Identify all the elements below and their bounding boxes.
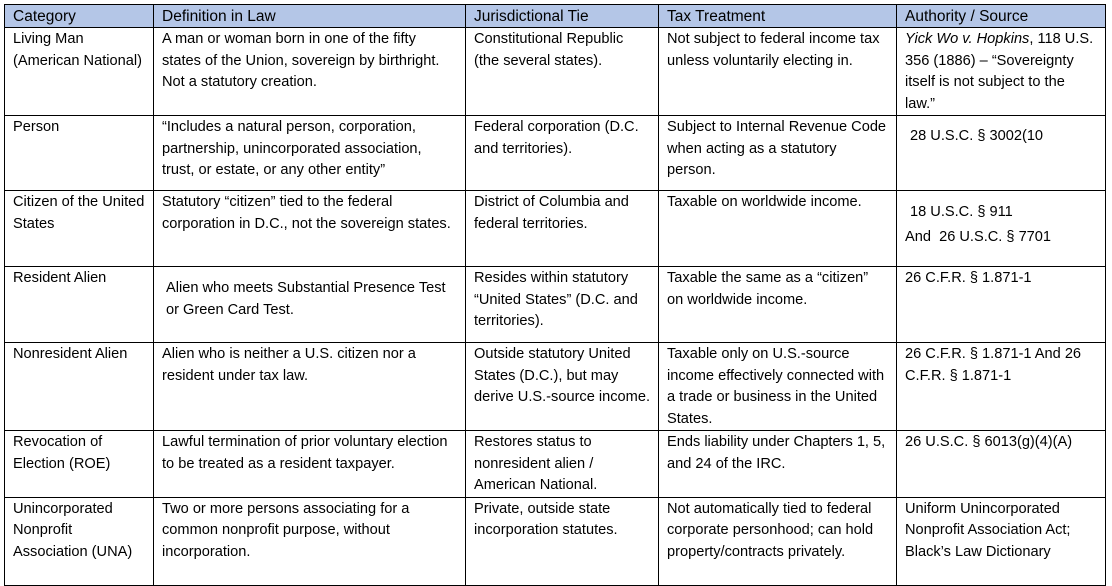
tax-treatment-cell: Taxable only on U.S.-source income effectively connected with a trade or business in the United States. (659, 343, 897, 431)
authority-cell: 26 U.S.C. § 6013(g)(4)(A) (897, 431, 1106, 498)
jurisdiction-cell: Constitutional Republic (the several states). (466, 28, 659, 116)
header-definition: Definition in Law (154, 5, 466, 28)
header-category: Category (5, 5, 154, 28)
category-cell: Person (5, 116, 154, 191)
jurisdiction-cell: Restores status to nonresident alien / American National. (466, 431, 659, 498)
table-row (5, 191, 1106, 267)
category-cell: Unincorporated Nonprofit Association (UNA) (5, 497, 154, 585)
authority-cell (897, 28, 1106, 116)
authority-cell: 26 C.F.R. § 1.871-1 (897, 267, 1106, 343)
category-cell: Living Man (American National) (5, 28, 154, 116)
table-row (5, 431, 1106, 498)
definition-cell: Two or more persons associating for a common nonprofit purpose, without incorporation. (154, 497, 466, 585)
authority-cell: 26 C.F.R. § 1.871-1 And 26 C.F.R. § 1.871-1 (897, 343, 1106, 431)
tax-treatment-cell: Not automatically tied to federal corporate personhood; can hold property/contracts privately. (659, 497, 897, 585)
authority-cell: Uniform Unincorporated Nonprofit Association Act; Black’s Law Dictionary (897, 497, 1106, 585)
tax-treatment-cell: Ends liability under Chapters 1, 5, and 24 of the IRC. (659, 431, 897, 498)
header-row (5, 5, 1106, 28)
legal-status-table (4, 4, 1106, 586)
header-jurisdiction: Jurisdictional Tie (466, 5, 659, 28)
authority-line: And 26 U.S.C. § 7701 (905, 228, 1052, 245)
tax-treatment-cell: Not subject to federal income tax unless voluntarily electing in. (659, 28, 897, 116)
category-cell: Revocation of Election (ROE) (5, 431, 154, 498)
jurisdiction-cell: District of Columbia and federal territories. (466, 191, 659, 267)
header-authority: Authority / Source (897, 5, 1106, 28)
definition-cell: Alien who meets Substantial Presence Test or Green Card Test. (154, 267, 466, 343)
authority-cell: 28 U.S.C. § 3002(10 (897, 116, 1106, 191)
definition-cell: Statutory “citizen” tied to the federal corporation in D.C., not the sovereign states. (154, 191, 466, 267)
table-row (5, 497, 1106, 585)
case-citation: Yick Wo v. Hopkins (905, 31, 1030, 47)
definition-cell: A man or woman born in one of the fifty states of the Union, sovereign by birthright. Not a statutory creation. (154, 28, 466, 116)
tax-treatment-cell: Taxable the same as a “citizen” on worldwide income. (659, 267, 897, 343)
jurisdiction-cell: Federal corporation (D.C. and territories). (466, 116, 659, 191)
jurisdiction-cell: Private, outside state incorporation statutes. (466, 497, 659, 585)
authority-line: 18 U.S.C. § 911 (910, 204, 1013, 220)
tax-treatment-cell: Taxable on worldwide income. (659, 191, 897, 267)
definition-cell: Lawful termination of prior voluntary election to be treated as a resident taxpayer. (154, 431, 466, 498)
category-cell: Nonresident Alien (5, 343, 154, 431)
table-row (5, 28, 1106, 116)
jurisdiction-cell: Resides within statutory “United States” (D.C. and territories). (466, 267, 659, 343)
header-tax-treatment: Tax Treatment (659, 5, 897, 28)
case-citation-detail: , 118 U.S. 356 (1886) – “Sovereignty itself is not subject to the law.” (905, 31, 1094, 112)
definition-cell: Alien who is neither a U.S. citizen nor a resident under tax law. (154, 343, 466, 431)
tax-treatment-cell: Subject to Internal Revenue Code when acting as a statutory person. (659, 116, 897, 191)
table-row (5, 343, 1106, 431)
category-cell: Citizen of the United States (5, 191, 154, 267)
definition-cell: “Includes a natural person, corporation, partnership, unincorporated association, trust, or estate, or any other entity” (154, 116, 466, 191)
table-row (5, 116, 1106, 191)
jurisdiction-cell: Outside statutory United States (D.C.), but may derive U.S.-source income. (466, 343, 659, 431)
table-row (5, 267, 1106, 343)
table-header (5, 5, 1106, 28)
table-body (5, 28, 1106, 586)
category-cell: Resident Alien (5, 267, 154, 343)
authority-cell (897, 191, 1106, 267)
